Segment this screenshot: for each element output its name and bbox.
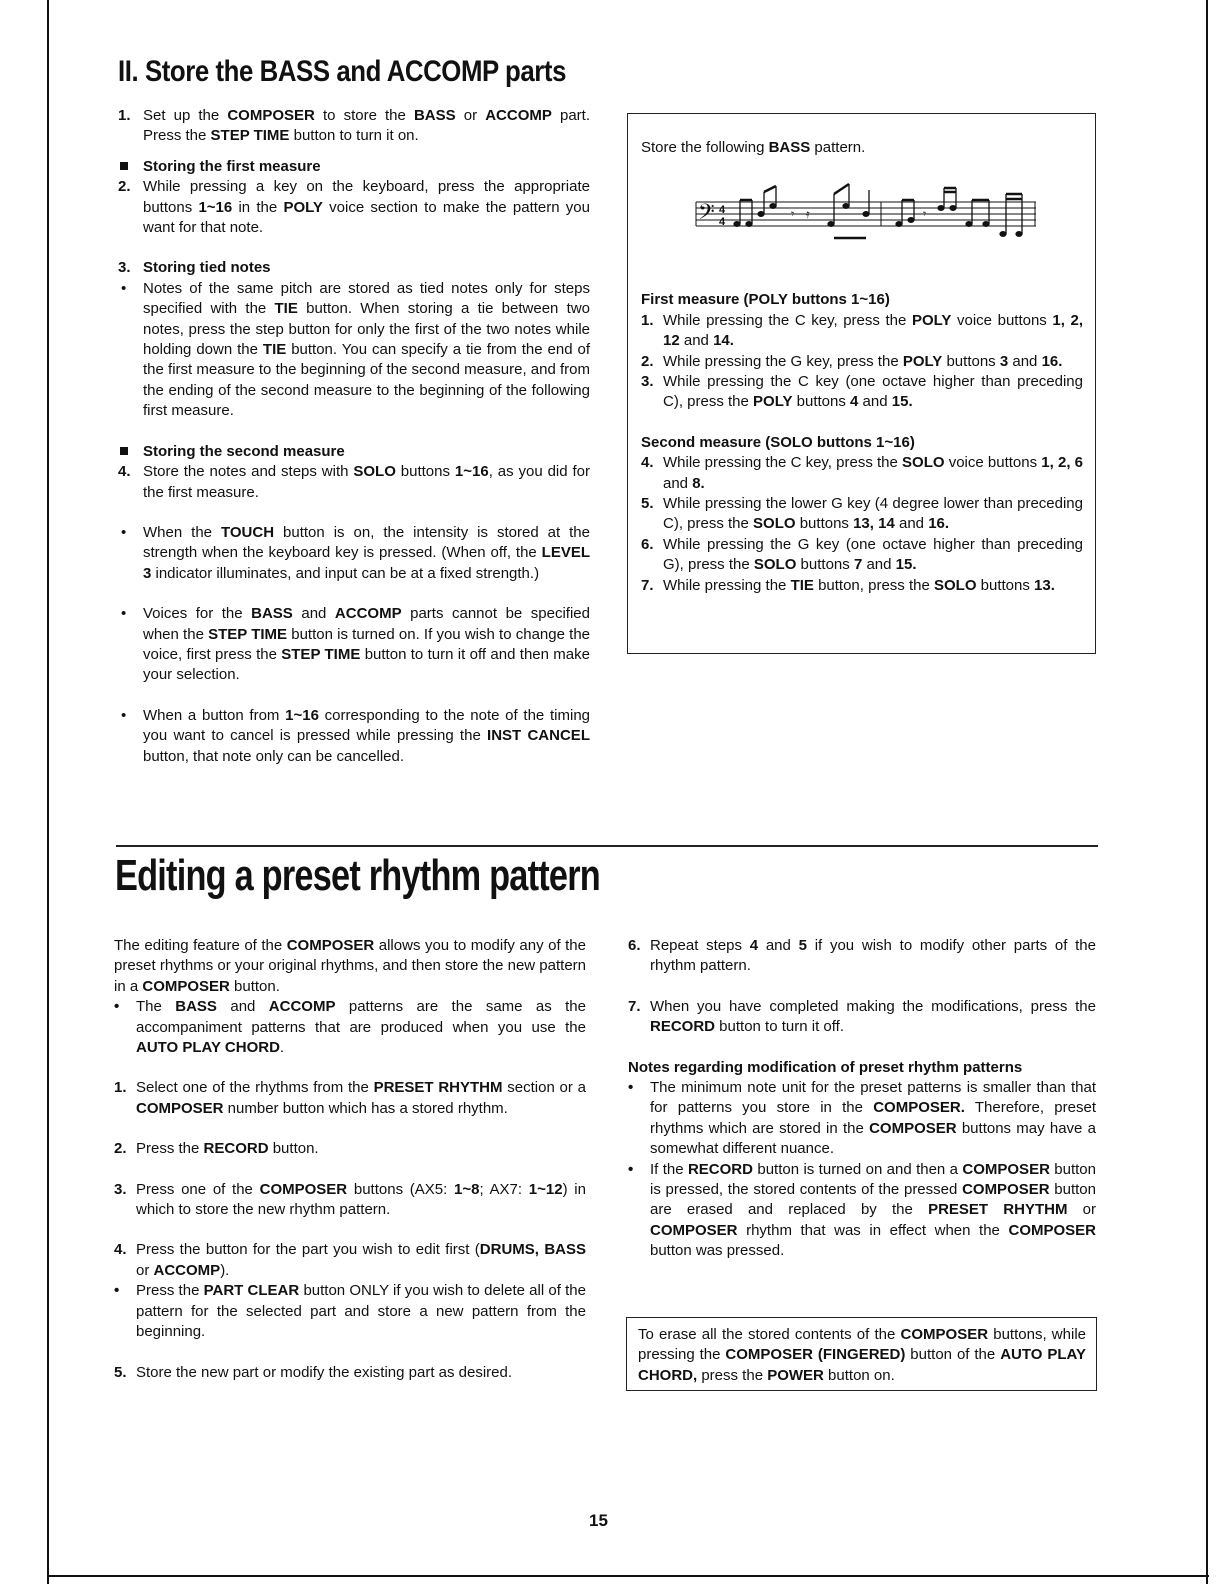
note-1: • The minimum note unit for the preset patterns is smaller than that for patterns you store in the COMPOSER. Therefore, preset rhythms which are stored in the COMPOSER buttons may have a somewhat different nuance. [628, 1079, 1096, 1158]
svg-text:4: 4 [719, 216, 726, 229]
bold-term: RECORD [687, 1160, 753, 1178]
editing-intro-bullet: • The BASS and ACCOMP patterns are the same as the accompaniment patterns that are produced when you use the AUTO PLAY CHORD. [114, 998, 586, 1057]
section-title-store: II. Store the BASS and ACCOMP parts [118, 55, 566, 88]
bold-term: POLY [911, 311, 952, 329]
editing-step-1: 1. Select one of the rhythms from the PRESET RHYTHM section or a COMPOSER number button which has a stored rhythm. [114, 1079, 586, 1117]
bold-term: AUTO PLAY CHORD [136, 1039, 280, 1057]
bold-term: ACCOMP [268, 998, 336, 1016]
bold-term: 14. [713, 332, 734, 350]
step-2: 2. While pressing a key on the keyboard, press the appropriate buttons 1~16 in the POLY voice section to make the pattern you want for that note. [118, 178, 590, 237]
svg-text:𝄾: 𝄾 [923, 207, 927, 222]
bold-term: LEVEL 3 [143, 544, 590, 582]
editing-intro: The editing feature of the COMPOSER allows you to modify any of the preset rhythms or your original rhythms, and then store the new pattern in a COMPOSER button. [114, 937, 586, 995]
section-divider [116, 845, 1098, 847]
bold-term: BASS [768, 139, 811, 156]
bold-term: COMPOSER [142, 977, 230, 995]
svg-text:4: 4 [719, 204, 726, 217]
svg-text:𝄿: 𝄿 [806, 207, 810, 222]
bold-term: 7 [853, 556, 863, 574]
heading-first-measure: Storing the first measure [118, 157, 590, 177]
bold-term: STEP TIME [281, 645, 361, 663]
bold-term: 4 [749, 937, 759, 954]
first-measure-step-2: 2. While pressing the G key, press the POLY buttons 3 and 16. [641, 352, 1063, 370]
bold-term: ACCOMP [485, 107, 552, 124]
bold-term: RECORD [650, 1018, 716, 1036]
note-2: • If the RECORD button is turned on and then a COMPOSER button is pressed, the stored contents of the pressed COMPOSER button are erased and replaced by the PRESET RHYTHM or COMPOSER rhythm that was in effect when the COMPOSER button was pressed. [628, 1160, 1096, 1260]
bold-term: COMPOSER [227, 107, 315, 124]
bold-term: BASS [175, 998, 217, 1016]
editing-step-4: 4. Press the button for the part you wish to edit first (DRUMS, BASS or ACCOMP). [114, 1241, 586, 1279]
bold-term: DRUMS, [479, 1241, 539, 1259]
bullet-cancel: • When a button from 1~16 corresponding to the note of the timing you want to cancel is pressed while pressing the INST CANCEL button, that note only can be cancelled. [121, 706, 590, 765]
store-instructions [118, 106, 590, 767]
right-border [1206, 0, 1208, 1584]
notation-notes [734, 184, 1022, 238]
notes-heading: Notes regarding modification of preset rhythm patterns [628, 1058, 1023, 1076]
bold-term: COMPOSER [1008, 1221, 1096, 1239]
bold-term: TIE [790, 576, 814, 594]
svg-text:𝄾: 𝄾 [791, 207, 795, 222]
editing-step-2: 2. Press the RECORD button. [114, 1140, 319, 1158]
bold-term: AUTO PLAY CHORD, [638, 1346, 1086, 1384]
erase-info-box: To erase all the stored contents of the COMPOSER buttons, while pressing the COMPOSER (FINGERED) button of the AUTO PLAY CHORD, press the POWER button on. [626, 1317, 1097, 1391]
bold-term: SOLO [753, 515, 796, 533]
bold-term: BASS [251, 605, 293, 623]
bold-term: POLY [283, 198, 323, 216]
second-measure-step-7: 7. While pressing the TIE button, press the SOLO buttons 13. [641, 576, 1055, 594]
editing-step-5: 5. Store the new part or modify the existing part as desired. [114, 1363, 513, 1381]
bold-term: PRESET RHYTHM [373, 1079, 503, 1097]
bold-term: 15. [895, 556, 917, 574]
bold-term: SOLO [753, 556, 797, 574]
heading-tied-notes: 3. Storing tied notes [118, 259, 271, 277]
second-measure-heading: Second measure (SOLO buttons 1~16) [641, 433, 915, 451]
bold-term: PRESET RHYTHM [928, 1201, 1068, 1219]
bold-term: COMPOSER (FINGERED) [725, 1346, 906, 1364]
editing-right-column [628, 936, 1096, 1262]
bold-term: ACCOMP [334, 605, 402, 623]
editing-step-7: 7. When you have completed making the modifications, press the RECORD button to turn it off. [628, 997, 1096, 1036]
bold-term: PART CLEAR [203, 1282, 300, 1300]
heading-second-measure: Storing the second measure [118, 442, 590, 462]
tied-notes-text: • Notes of the same pitch are stored as tied notes only for steps specified with the TIE button. When storing a tie between two notes, press the step button for only the first of the two notes while holding down the TIE button. You can specify a tie from the end of the first measure to the beginning of the second measure, and from the ending of the second measure to the beginning of the following first measure. [121, 279, 590, 420]
bold-term: TIE [262, 341, 287, 359]
bold-term: 1~8 [454, 1180, 480, 1198]
bold-term: POWER [767, 1366, 824, 1384]
bold-term: COMPOSER [962, 1181, 1050, 1199]
bold-term: 13, 14 [853, 515, 895, 533]
bold-term: ACCOMP [153, 1261, 221, 1279]
bold-term: 8. [692, 474, 705, 492]
bold-term: 1, 2, 12 [663, 311, 1083, 350]
bottom-border [47, 1575, 1209, 1577]
bold-term: COMPOSER [962, 1160, 1050, 1178]
first-measure-heading: First measure (POLY buttons 1~16) [641, 291, 890, 309]
page-number: 15 [589, 1511, 608, 1530]
bold-term: TIE [274, 300, 298, 318]
bold-term: COMPOSER [650, 1221, 738, 1239]
bold-term: SOLO [353, 463, 396, 481]
bold-term: 1, 2, 6 [1041, 454, 1084, 472]
bold-term: 5 [798, 937, 807, 954]
bullet-touch: • When the TOUCH button is on, the intensity is stored at the strength when the keyboard key is pressed. (When off, the LEVEL 3 indicator illuminates, and input can be at a fixed strength.) [121, 523, 590, 582]
bass-example-box [627, 113, 1096, 654]
bold-term: COMPOSER [259, 1180, 348, 1198]
bold-term: SOLO [933, 576, 977, 594]
bold-term: 16. [1041, 352, 1063, 370]
bold-term: BASS [413, 107, 456, 124]
bold-term: 13. [1034, 576, 1055, 594]
editing-step-4-bullet: • Press the PART CLEAR button ONLY if you wish to delete all of the pattern for the selected part and store a new pattern from the beginning. [114, 1282, 586, 1341]
bold-term: POLY [753, 393, 793, 411]
example-intro: Store the following BASS pattern. [641, 139, 866, 156]
step-4: 4. Store the notes and steps with SOLO buttons 1~16, as you did for the first measure. [118, 463, 591, 501]
second-measure-step-5: 5. While pressing the lower G key (4 degree lower than preceding C), press the SOLO buttons 13, 14 and 16. [641, 495, 1083, 533]
second-measure-step-6: 6. While pressing the G key (one octave higher than preceding G), press the SOLO buttons 7 and 15. [641, 535, 1083, 574]
bold-term: RECORD [203, 1140, 269, 1158]
bold-term: INST CANCEL [487, 727, 590, 745]
bass-clef-icon: 𝄢 [698, 200, 715, 231]
bold-term: STEP TIME [210, 127, 290, 145]
bold-term: 1~16 [454, 463, 489, 481]
bold-term: SOLO [902, 454, 945, 472]
bold-term: COMPOSER [869, 1119, 957, 1137]
bold-term: 1~12 [528, 1180, 563, 1198]
bold-term: BASS [544, 1241, 586, 1259]
bold-term: STEP TIME [208, 625, 288, 643]
step-1: 1. Set up the COMPOSER to store the BASS or ACCOMP part. Press the STEP TIME button to turn it on. [118, 107, 590, 145]
bold-term: 15. [891, 393, 913, 411]
bold-term: 3 [999, 352, 1009, 370]
first-measure-step-3: 3. While pressing the C key (one octave higher than preceding C), press the POLY buttons 4 and 15. [641, 373, 1083, 411]
bold-term: COMPOSER [900, 1326, 989, 1343]
editing-step-3: 3. Press one of the COMPOSER buttons (AX5: 1~8; AX7: 1~12) in which to store the new rhythm pattern. [114, 1180, 586, 1219]
bold-term: 1~16 [285, 706, 319, 724]
bold-term: 1~16 [198, 198, 233, 216]
editing-left-column [114, 936, 586, 1383]
bold-term: COMPOSER. [873, 1099, 965, 1117]
editing-step-6: 6. Repeat steps 4 and 5 if you wish to modify other parts of the rhythm pattern. [628, 937, 1096, 975]
bold-term: 4 [850, 393, 859, 411]
section-title-editing: Editing a preset rhythm pattern [115, 851, 600, 900]
bass-notation-staff [641, 172, 1081, 252]
left-border [47, 0, 49, 1584]
bold-term: COMPOSER [286, 937, 375, 954]
first-measure-step-1: 1. While pressing the C key, press the POLY voice buttons 1, 2, 12 and 14. [641, 311, 1083, 350]
bullet-voices: • Voices for the BASS and ACCOMP parts cannot be specified when the STEP TIME button is turned on. If you wish to change the voice, first press the STEP TIME button to turn it off and then make your selection. [121, 605, 591, 684]
bold-term: COMPOSER [136, 1099, 224, 1117]
square-bullet-icon [120, 447, 128, 455]
second-measure-step-4: 4. While pressing the C key, press the SOLO voice buttons 1, 2, 6 and 8. [641, 454, 1084, 492]
bold-term: POLY [902, 352, 943, 370]
bold-term: 16. [928, 515, 950, 533]
bold-term: TOUCH [221, 523, 275, 541]
square-bullet-icon [120, 162, 128, 170]
